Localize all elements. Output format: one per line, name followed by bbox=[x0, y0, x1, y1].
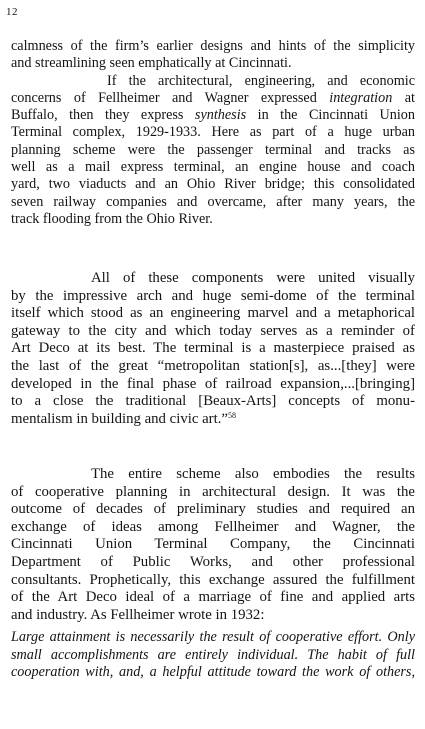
text-line: If the architectural, engineering, and economic bbox=[107, 72, 415, 89]
page-number: 12 bbox=[6, 6, 18, 18]
text-line: of the Art Deco ideal of a marriage of fine and applied arts bbox=[11, 589, 415, 606]
text-line bbox=[11, 107, 415, 124]
text-line bbox=[11, 90, 415, 107]
text-line: of cooperative planning in architectural design. It was the bbox=[11, 483, 415, 500]
text-line: Terminal complex, 1929-1933. Here as part of a huge urban bbox=[11, 124, 415, 141]
text-line: exchange of ideas among Fellheimer and Wagner, the bbox=[11, 518, 415, 535]
text-line bbox=[11, 411, 415, 429]
text-line: itself which stood as an engineering marvel and a metaphorical bbox=[11, 305, 415, 322]
text-span: in the Cincinnati Union bbox=[246, 107, 415, 124]
text-line: by the impressive arch and huge semi-dome of the terminal bbox=[11, 287, 415, 304]
paragraph-components bbox=[11, 270, 415, 428]
text-line: track flooding from the Ohio River. bbox=[11, 210, 213, 227]
text-line: small accomplishments are entirely individual. The habit of full bbox=[11, 646, 415, 663]
text-line: the last of the great “metropolitan station[s], as...[they] were bbox=[11, 357, 415, 374]
text-line: cooperation with, and, a helpful attitude toward the work of others, bbox=[11, 664, 415, 681]
text-line: seven railway companies and overcame, after many years, the bbox=[11, 193, 415, 210]
footnote-marker: 58 bbox=[227, 410, 236, 420]
text-span: Buffalo, then they express bbox=[11, 107, 195, 124]
text-line: to a close the traditional [Beaux-Arts] concepts of monu- bbox=[11, 393, 415, 410]
text-line: and streamlining seen emphatically at Cincinnati. bbox=[11, 55, 292, 72]
text-span: concerns of Fellheimer and Wagner expressed bbox=[11, 89, 317, 106]
italic-term-integration: integration bbox=[329, 89, 393, 106]
text-line: gateway to the city and which today serves as a reminder of bbox=[11, 322, 415, 339]
text-line: Art Deco at its best. The terminal is a masterpiece praised as bbox=[11, 340, 415, 357]
text-line: The entire scheme also embodies the results bbox=[91, 466, 415, 482]
text-line: outcome of decades of preliminary studies and required an bbox=[11, 501, 415, 518]
text-line: well as a mail express terminal, an engine house and coach bbox=[11, 159, 415, 176]
text-line: and industry. As Fellheimer wrote in 1932: bbox=[11, 606, 265, 623]
text-line: Large attainment is necessarily the result of cooperative effort. Only bbox=[11, 629, 415, 645]
text-line: Department of Public Works, and other professional bbox=[11, 553, 415, 570]
text-line: Cincinnati Union Terminal Company, the Cincinnati bbox=[11, 536, 415, 553]
text-line: consultants. Prophetically, this exchange assured the fulfillment bbox=[11, 571, 415, 588]
text-line: planning scheme were the passenger terminal and tracks as bbox=[11, 141, 415, 158]
paragraph-cooperative-planning bbox=[11, 466, 415, 624]
text-line: calmness of the firm’s earlier designs and hints of the simplicity bbox=[11, 38, 415, 54]
text-span: at bbox=[392, 89, 415, 106]
text-line: yard, two viaducts and an Ohio River bridge; this consolidated bbox=[11, 176, 415, 193]
italic-term-synthesis: synthesis bbox=[194, 107, 247, 124]
quotation-fellheimer bbox=[11, 629, 415, 682]
text-span: mentalism in building and civic art.” bbox=[11, 410, 228, 427]
paragraph-intro bbox=[11, 38, 415, 228]
text-line: developed in the final phase of railroad expansion,...[bringing] bbox=[11, 375, 415, 392]
text-line: All of these components were united visually bbox=[91, 270, 415, 286]
